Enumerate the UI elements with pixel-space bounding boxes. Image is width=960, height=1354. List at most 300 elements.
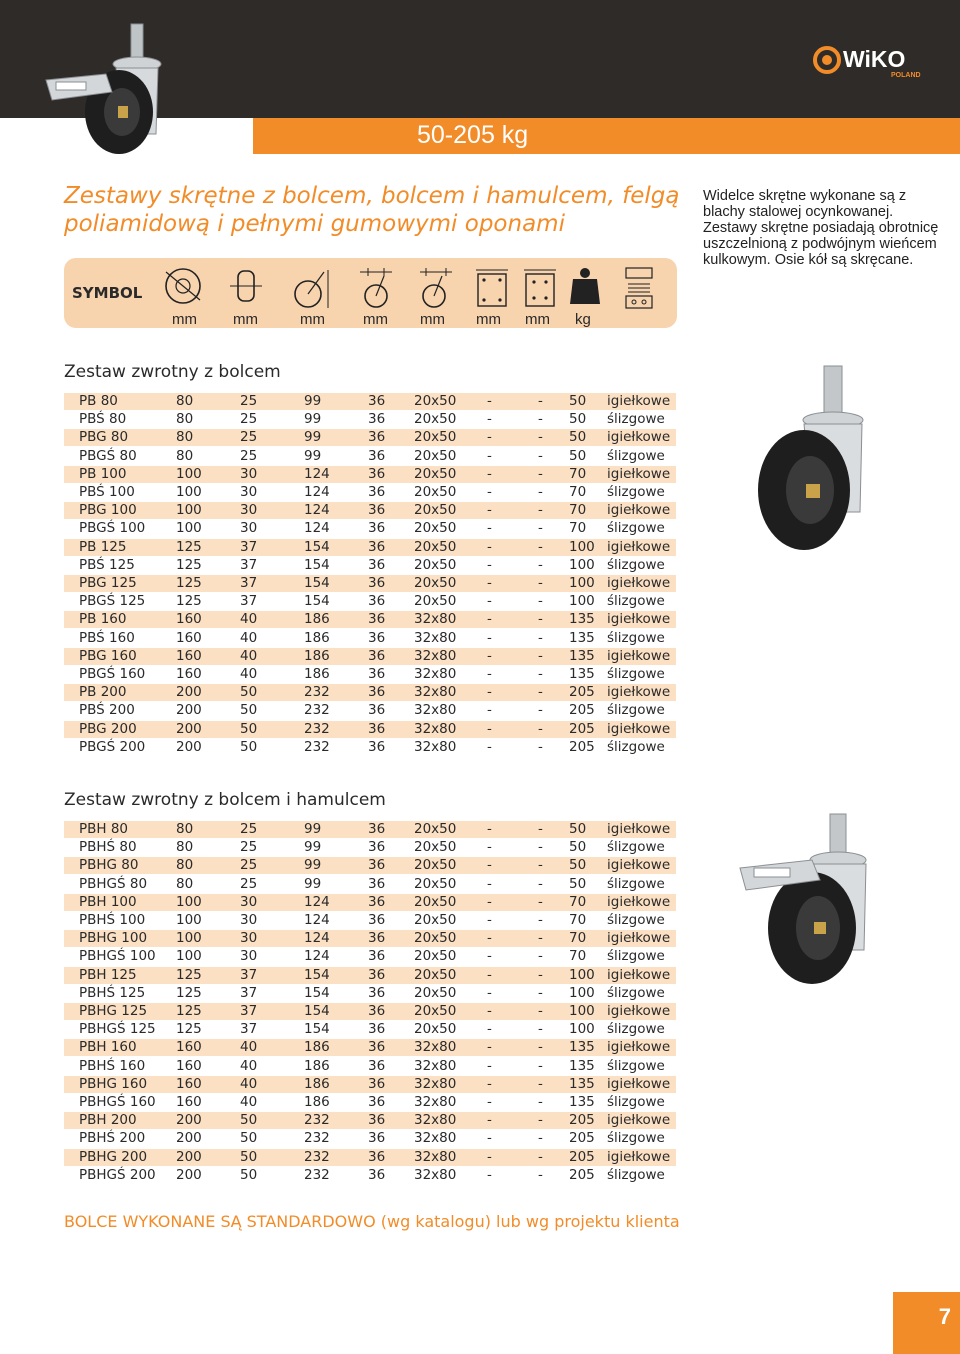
cell-load: 135: [569, 629, 595, 646]
cell-plate-size: 20x50: [414, 839, 457, 856]
cell-total-height: 154: [304, 593, 330, 610]
cell-wheel-width: 30: [240, 465, 258, 482]
cell-load: 205: [569, 1130, 595, 1147]
cell-symbol: PBHŚ 100: [79, 912, 146, 928]
cell-wheel-width: 25: [240, 875, 258, 892]
cell-total-height: 99: [304, 839, 322, 856]
cell-plate-size: 32x80: [414, 1094, 457, 1110]
section-title-bolt: Zestaw zwrotny z bolcem: [64, 362, 281, 382]
cell-bearing: igiełkowe: [607, 465, 671, 482]
cell-hole-spacing-b: -: [538, 839, 543, 856]
cell-wheel-width: 30: [240, 930, 258, 947]
cell-hole-spacing-b: -: [538, 484, 543, 500]
cell-total-height: 186: [304, 666, 330, 682]
logo-sub: POLAND: [891, 72, 921, 79]
cell-symbol: PBŚ 100: [79, 484, 135, 500]
cell-wheel-diameter: 200: [176, 1166, 202, 1183]
cell-bearing: ślizgowe: [607, 484, 665, 500]
table-row: [64, 539, 676, 556]
table-row: [64, 1058, 676, 1075]
cell-bearing: igiełkowe: [607, 647, 671, 664]
cell-bearing: igiełkowe: [607, 393, 671, 409]
cell-symbol: PBHG 100: [79, 930, 148, 947]
cell-hole-spacing-b: -: [538, 520, 543, 537]
total-height-icon: [290, 266, 334, 310]
cell-hole-spacing-a: -: [487, 857, 492, 874]
cell-load: 50: [569, 411, 587, 428]
table-row: [64, 429, 676, 446]
cell-wheel-diameter: 125: [176, 556, 202, 573]
cell-hole-spacing-a: -: [487, 465, 492, 482]
cell-load: 100: [569, 1003, 595, 1019]
cell-load: 70: [569, 520, 587, 537]
wheel-diameter-icon: [160, 266, 206, 306]
load-weight-icon: [568, 266, 602, 306]
cell-plate-size: 20x50: [414, 1021, 457, 1038]
cell-hole-spacing-a: -: [487, 875, 492, 892]
cell-offset: 36: [368, 1130, 386, 1147]
cell-wheel-width: 50: [240, 1166, 258, 1183]
cell-hole-spacing-b: -: [538, 556, 543, 573]
cell-hole-spacing-a: -: [487, 839, 492, 856]
table-row: [64, 948, 676, 965]
unit-offset: mm: [363, 311, 388, 328]
cell-wheel-width: 50: [240, 720, 258, 737]
cell-symbol: PB 80: [79, 393, 118, 409]
table-row: [64, 1167, 676, 1184]
cell-offset: 36: [368, 1094, 386, 1110]
cell-symbol: PBHG 160: [79, 1075, 148, 1092]
cell-hole-spacing-a: -: [487, 647, 492, 664]
cell-wheel-diameter: 100: [176, 948, 202, 965]
cell-hole-spacing-a: -: [487, 538, 492, 555]
cell-wheel-width: 30: [240, 893, 258, 910]
table-row: [64, 557, 676, 574]
cell-offset: 36: [368, 930, 386, 947]
cell-wheel-width: 37: [240, 1021, 258, 1038]
cell-load: 100: [569, 556, 595, 573]
cell-plate-size: 20x50: [414, 538, 457, 555]
description: Widelce skrętne wykonane są z blachy stalowej ocynkowanej. Zestawy skrętne posiadają obrotnicę uszczelnioną z podwójnym wieńcem kulkowym. Osie kół są skręcane.: [703, 188, 939, 268]
cell-total-height: 99: [304, 411, 322, 428]
cell-bearing: ślizgowe: [607, 912, 665, 928]
table-row: [64, 702, 676, 719]
symbol-label: SYMBOL: [72, 284, 143, 302]
cell-wheel-width: 25: [240, 429, 258, 446]
cell-offset: 36: [368, 1039, 386, 1056]
section-title-bolt-brake: Zestaw zwrotny z bolcem i hamulcem: [64, 790, 386, 810]
cell-total-height: 124: [304, 893, 330, 910]
table-row: [64, 1003, 676, 1020]
logo-name: WiKO: [843, 46, 906, 72]
cell-plate-size: 20x50: [414, 447, 457, 464]
cell-hole-spacing-b: -: [538, 984, 543, 1001]
cell-load: 70: [569, 948, 587, 965]
cell-hole-spacing-a: -: [487, 948, 492, 965]
cell-wheel-diameter: 160: [176, 666, 202, 682]
cell-wheel-diameter: 80: [176, 393, 194, 409]
cell-total-height: 124: [304, 930, 330, 947]
table-row: [64, 448, 676, 465]
cell-offset: 36: [368, 857, 386, 874]
cell-hole-spacing-a: -: [487, 912, 492, 928]
cell-hole-spacing-b: -: [538, 647, 543, 664]
cell-hole-spacing-a: -: [487, 611, 492, 628]
cell-load: 50: [569, 447, 587, 464]
cell-plate-size: 32x80: [414, 647, 457, 664]
cell-hole-spacing-a: -: [487, 1057, 492, 1074]
cell-bearing: igiełkowe: [607, 930, 671, 947]
cell-hole-spacing-b: -: [538, 502, 543, 519]
footer-note: BOLCE WYKONANE SĄ STANDARDOWO (wg katalogu) lub wg projektu klienta: [64, 1212, 680, 1231]
cell-offset: 36: [368, 893, 386, 910]
cell-offset: 36: [368, 821, 386, 837]
cell-hole-spacing-a: -: [487, 411, 492, 428]
cell-offset: 36: [368, 1003, 386, 1019]
cell-hole-spacing-b: -: [538, 966, 543, 983]
cell-load: 205: [569, 720, 595, 737]
cell-load: 135: [569, 647, 595, 664]
cell-offset: 36: [368, 556, 386, 573]
cell-load: 100: [569, 538, 595, 555]
cell-offset: 36: [368, 629, 386, 646]
cell-bearing: igiełkowe: [607, 1148, 671, 1165]
table-row: [64, 1076, 676, 1093]
cell-total-height: 232: [304, 738, 330, 755]
cell-offset: 36: [368, 647, 386, 664]
table-row: [64, 876, 676, 893]
table-row: [64, 912, 676, 929]
table-row: [64, 1094, 676, 1111]
cell-total-height: 99: [304, 875, 322, 892]
cell-plate-size: 20x50: [414, 556, 457, 573]
cell-load: 205: [569, 1166, 595, 1183]
cell-offset: 36: [368, 912, 386, 928]
cell-wheel-width: 25: [240, 821, 258, 837]
axle-icon: [414, 266, 458, 310]
cell-symbol: PBHGŚ 125: [79, 1021, 156, 1038]
cell-symbol: PBGŚ 200: [79, 738, 146, 755]
cell-hole-spacing-a: -: [487, 930, 492, 947]
table-bolt: [64, 393, 676, 755]
cell-bearing: ślizgowe: [607, 875, 665, 892]
cell-plate-size: 20x50: [414, 393, 457, 409]
cell-wheel-width: 37: [240, 575, 258, 591]
cell-wheel-width: 30: [240, 520, 258, 537]
cell-wheel-width: 40: [240, 1039, 258, 1056]
table-row: [64, 894, 676, 911]
table-row: [64, 575, 676, 592]
cell-plate-size: 20x50: [414, 575, 457, 591]
cell-wheel-width: 37: [240, 984, 258, 1001]
cell-hole-spacing-b: -: [538, 702, 543, 719]
table-row: [64, 967, 676, 984]
cell-hole-spacing-b: -: [538, 575, 543, 591]
cell-bearing: igiełkowe: [607, 1075, 671, 1092]
cell-wheel-width: 37: [240, 593, 258, 610]
table-row: [64, 1112, 676, 1129]
table-row: [64, 1021, 676, 1038]
cell-plate-size: 20x50: [414, 912, 457, 928]
cell-total-height: 186: [304, 647, 330, 664]
cell-symbol: PBHŚ 160: [79, 1057, 146, 1074]
table-row: [64, 593, 676, 610]
cell-wheel-diameter: 160: [176, 629, 202, 646]
cell-symbol: PBG 100: [79, 502, 137, 519]
cell-symbol: PBHG 80: [79, 857, 139, 874]
cell-load: 100: [569, 966, 595, 983]
cell-symbol: PB 200: [79, 684, 127, 701]
table-row: [64, 930, 676, 947]
cell-wheel-diameter: 200: [176, 738, 202, 755]
table-row: [64, 484, 676, 501]
cell-wheel-width: 40: [240, 647, 258, 664]
cell-bearing: igiełkowe: [607, 821, 671, 837]
cell-hole-spacing-a: -: [487, 720, 492, 737]
cell-wheel-width: 40: [240, 629, 258, 646]
cell-hole-spacing-a: -: [487, 1021, 492, 1038]
cell-hole-spacing-b: -: [538, 538, 543, 555]
weight-range: 50-205 kg: [417, 121, 529, 149]
cell-hole-spacing-b: -: [538, 411, 543, 428]
cell-hole-spacing-b: -: [538, 465, 543, 482]
cell-total-height: 99: [304, 393, 322, 409]
cell-offset: 36: [368, 1057, 386, 1074]
cell-bearing: ślizgowe: [607, 411, 665, 428]
cell-hole-spacing-b: -: [538, 1112, 543, 1129]
cell-symbol: PBGŚ 125: [79, 593, 146, 610]
cell-bearing: igiełkowe: [607, 429, 671, 446]
cell-hole-spacing-a: -: [487, 520, 492, 537]
cell-hole-spacing-b: -: [538, 930, 543, 947]
cell-offset: 36: [368, 1075, 386, 1092]
cell-wheel-width: 40: [240, 666, 258, 682]
cell-bearing: igiełkowe: [607, 857, 671, 874]
cell-load: 100: [569, 575, 595, 591]
cell-offset: 36: [368, 447, 386, 464]
cell-bearing: ślizgowe: [607, 948, 665, 965]
unit-wheel-width: mm: [233, 311, 258, 328]
cell-wheel-diameter: 200: [176, 720, 202, 737]
cell-total-height: 154: [304, 966, 330, 983]
cell-wheel-width: 30: [240, 502, 258, 519]
cell-load: 135: [569, 1094, 595, 1110]
cell-offset: 36: [368, 484, 386, 500]
cell-wheel-width: 37: [240, 1003, 258, 1019]
cell-symbol: PBHŚ 125: [79, 984, 146, 1001]
cell-total-height: 99: [304, 821, 322, 837]
cell-hole-spacing-a: -: [487, 575, 492, 591]
plate-size-icon: [470, 266, 514, 310]
table-row: [64, 393, 676, 410]
cell-wheel-width: 30: [240, 948, 258, 965]
cell-wheel-diameter: 80: [176, 411, 194, 428]
cell-hole-spacing-a: -: [487, 1039, 492, 1056]
cell-offset: 36: [368, 984, 386, 1001]
cell-hole-spacing-b: -: [538, 1039, 543, 1056]
cell-total-height: 232: [304, 702, 330, 719]
cell-offset: 36: [368, 1112, 386, 1129]
cell-plate-size: 20x50: [414, 429, 457, 446]
cell-hole-spacing-a: -: [487, 447, 492, 464]
cell-bearing: ślizgowe: [607, 738, 665, 755]
cell-offset: 36: [368, 593, 386, 610]
cell-offset: 36: [368, 393, 386, 409]
cell-total-height: 186: [304, 629, 330, 646]
cell-bearing: ślizgowe: [607, 593, 665, 610]
cell-bearing: ślizgowe: [607, 629, 665, 646]
cell-hole-spacing-b: -: [538, 1075, 543, 1092]
cell-bearing: igiełkowe: [607, 893, 671, 910]
cell-bearing: igiełkowe: [607, 502, 671, 519]
cell-offset: 36: [368, 966, 386, 983]
cell-symbol: PBHGŚ 80: [79, 875, 148, 892]
cell-total-height: 99: [304, 429, 322, 446]
cell-bearing: ślizgowe: [607, 447, 665, 464]
cell-offset: 36: [368, 720, 386, 737]
table-row: [64, 466, 676, 483]
cell-bearing: ślizgowe: [607, 1021, 665, 1038]
cell-total-height: 99: [304, 857, 322, 874]
cell-load: 100: [569, 1021, 595, 1038]
cell-load: 70: [569, 465, 587, 482]
cell-bearing: ślizgowe: [607, 839, 665, 856]
cell-wheel-width: 37: [240, 538, 258, 555]
wheel-width-icon: [226, 266, 266, 306]
cell-total-height: 232: [304, 1112, 330, 1129]
cell-wheel-diameter: 100: [176, 893, 202, 910]
cell-symbol: PBGŚ 160: [79, 666, 146, 682]
cell-wheel-diameter: 125: [176, 966, 202, 983]
cell-wheel-diameter: 80: [176, 429, 194, 446]
cell-total-height: 124: [304, 465, 330, 482]
table-row: [64, 411, 676, 428]
unit-hole-spacing: mm: [525, 311, 550, 328]
cell-hole-spacing-b: -: [538, 948, 543, 965]
cell-offset: 36: [368, 702, 386, 719]
cell-hole-spacing-a: -: [487, 429, 492, 446]
unit-total-height: mm: [300, 311, 325, 328]
cell-plate-size: 20x50: [414, 948, 457, 965]
cell-symbol: PBG 80: [79, 429, 129, 446]
cell-hole-spacing-a: -: [487, 593, 492, 610]
cell-offset: 36: [368, 839, 386, 856]
cell-wheel-diameter: 100: [176, 502, 202, 519]
cell-hole-spacing-a: -: [487, 556, 492, 573]
cell-plate-size: 20x50: [414, 502, 457, 519]
cell-plate-size: 32x80: [414, 666, 457, 682]
cell-hole-spacing-a: -: [487, 1112, 492, 1129]
cell-hole-spacing-a: -: [487, 629, 492, 646]
cell-total-height: 124: [304, 484, 330, 500]
cell-symbol: PBH 100: [79, 893, 137, 910]
cell-hole-spacing-a: -: [487, 484, 492, 500]
cell-symbol: PBŚ 200: [79, 702, 135, 719]
cell-symbol: PBŚ 80: [79, 411, 127, 428]
cell-hole-spacing-a: -: [487, 684, 492, 701]
hole-spacing-icon: [518, 266, 562, 310]
cell-load: 135: [569, 611, 595, 628]
cell-bearing: ślizgowe: [607, 1166, 665, 1183]
cell-offset: 36: [368, 465, 386, 482]
cell-hole-spacing-b: -: [538, 1166, 543, 1183]
cell-symbol: PB 100: [79, 465, 127, 482]
cell-wheel-width: 30: [240, 912, 258, 928]
cell-offset: 36: [368, 1021, 386, 1038]
cell-offset: 36: [368, 429, 386, 446]
cell-wheel-diameter: 100: [176, 930, 202, 947]
cell-load: 205: [569, 1112, 595, 1129]
cell-total-height: 186: [304, 1039, 330, 1056]
cell-total-height: 232: [304, 1166, 330, 1183]
cell-offset: 36: [368, 1166, 386, 1183]
cell-wheel-diameter: 125: [176, 575, 202, 591]
unit-load: kg: [575, 311, 591, 328]
cell-bearing: igiełkowe: [607, 1112, 671, 1129]
cell-offset: 36: [368, 520, 386, 537]
cell-bearing: ślizgowe: [607, 1057, 665, 1074]
cell-total-height: 232: [304, 1148, 330, 1165]
cell-plate-size: 20x50: [414, 966, 457, 983]
cell-load: 70: [569, 912, 587, 928]
cell-hole-spacing-a: -: [487, 966, 492, 983]
cell-wheel-diameter: 125: [176, 538, 202, 555]
cell-hole-spacing-b: -: [538, 1130, 543, 1147]
cell-load: 50: [569, 821, 587, 837]
cell-total-height: 154: [304, 1021, 330, 1038]
table-row: [64, 684, 676, 701]
cell-hole-spacing-b: -: [538, 429, 543, 446]
cell-offset: 36: [368, 611, 386, 628]
cell-wheel-width: 30: [240, 484, 258, 500]
table-row: [64, 666, 676, 683]
cell-load: 50: [569, 429, 587, 446]
wiko-logo: [813, 40, 925, 80]
cell-hole-spacing-a: -: [487, 893, 492, 910]
cell-wheel-diameter: 125: [176, 593, 202, 610]
cell-wheel-diameter: 80: [176, 839, 194, 856]
cell-total-height: 186: [304, 1094, 330, 1110]
table-row: [64, 648, 676, 665]
cell-hole-spacing-a: -: [487, 666, 492, 682]
cell-symbol: PBHŚ 80: [79, 839, 137, 856]
caster-bolt-image: [742, 362, 892, 562]
cell-hole-spacing-b: -: [538, 629, 543, 646]
cell-plate-size: 32x80: [414, 629, 457, 646]
cell-symbol: PBŚ 125: [79, 556, 135, 573]
cell-wheel-width: 25: [240, 411, 258, 428]
cell-wheel-diameter: 160: [176, 611, 202, 628]
cell-load: 205: [569, 684, 595, 701]
cell-bearing: igiełkowe: [607, 966, 671, 983]
cell-wheel-width: 37: [240, 556, 258, 573]
cell-plate-size: 20x50: [414, 1003, 457, 1019]
cell-offset: 36: [368, 411, 386, 428]
cell-wheel-diameter: 100: [176, 465, 202, 482]
cell-bearing: igiełkowe: [607, 684, 671, 701]
cell-hole-spacing-b: -: [538, 393, 543, 409]
table-row: [64, 1149, 676, 1166]
cell-plate-size: 32x80: [414, 720, 457, 737]
cell-plate-size: 20x50: [414, 893, 457, 910]
cell-plate-size: 32x80: [414, 738, 457, 755]
cell-hole-spacing-b: -: [538, 611, 543, 628]
cell-offset: 36: [368, 684, 386, 701]
cell-plate-size: 32x80: [414, 1112, 457, 1129]
cell-plate-size: 32x80: [414, 1057, 457, 1074]
cell-symbol: PBHGŚ 160: [79, 1094, 156, 1110]
cell-wheel-width: 25: [240, 839, 258, 856]
